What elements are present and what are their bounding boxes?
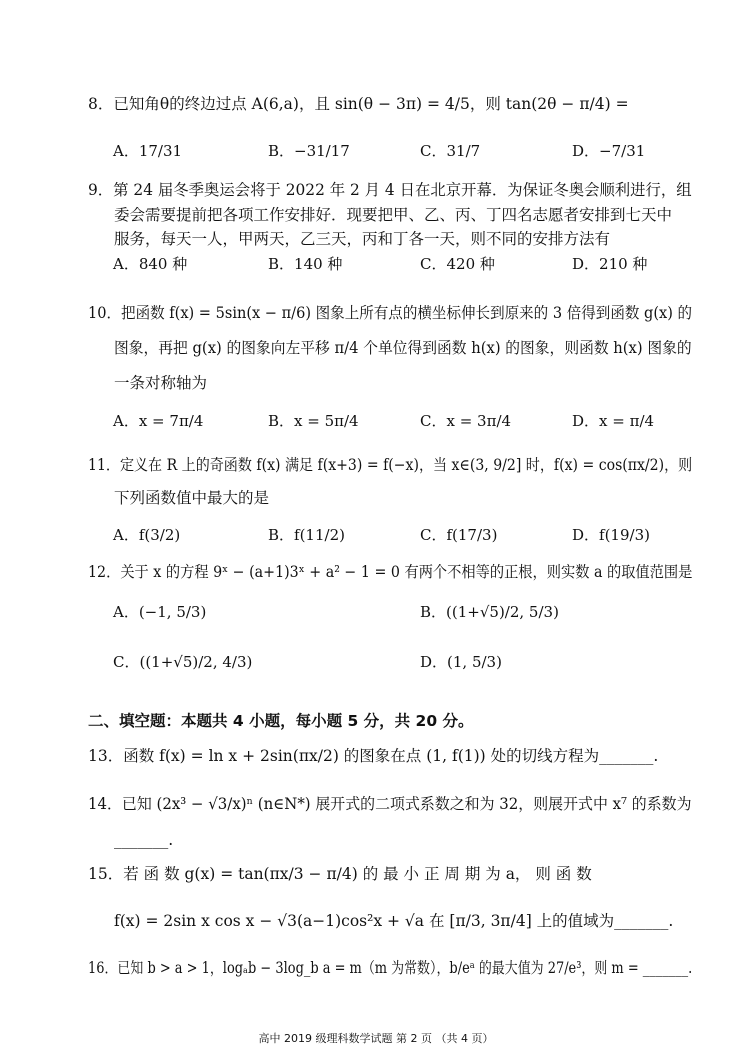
- question-8-option-b: B．−31/17: [268, 142, 350, 160]
- question-13-stem: 13．函数 f(x) = ln x + 2sin(πx/2) 的图象在点 (1, f(1)) 处的切线方程为_______.: [88, 747, 659, 765]
- question-11-option-a: A．f(3/2): [113, 526, 181, 544]
- section-2-heading: 二、填空题：本题共 4 小题，每小题 5 分，共 20 分。: [88, 712, 474, 730]
- question-11-option-d: D．f(19/3): [572, 526, 650, 544]
- question-8-option-d: D．−7/31: [572, 142, 646, 160]
- question-11-line-1: 11．定义在 R 上的奇函数 f(x) 满足 f(x+3) = f(−x)，当 x∈(3, 9/2] 时，f(x) = cos(πx/2)，则: [88, 456, 693, 474]
- question-10-option-c: C．x = 3π/4: [420, 412, 512, 430]
- question-10-option-a: A．x = 7π/4: [113, 412, 204, 430]
- question-11-option-c: C．f(17/3): [420, 526, 498, 544]
- question-12-stem: 12．关于 x 的方程 9ˣ − (a+1)3ˣ + a² − 1 = 0 有两个不相等的正根，则实数 a 的取值范围是: [88, 563, 693, 581]
- question-15-line-2: f(x) = 2sin x cos x − √3(a−1)cos²x + √a 在 [π/3, 3π/4] 上的值域为_______.: [114, 912, 674, 930]
- question-12-option-b: B．((1+√5)/2, 5/3): [420, 603, 559, 621]
- question-8-option-c: C．31/7: [420, 142, 481, 160]
- question-9-line-2: 委会需要提前把各项工作安排好．现要把甲、乙、丙、丁四名志愿者安排到七天中: [114, 206, 673, 224]
- question-12-option-c: C．((1+√5)/2, 4/3): [113, 653, 253, 671]
- question-14-line-2: _______.: [114, 831, 174, 849]
- question-10-option-b: B．x = 5π/4: [268, 412, 359, 430]
- question-12-option-a: A．(−1, 5/3): [113, 603, 207, 621]
- question-11-line-2: 下列函数值中最大的是: [114, 489, 270, 507]
- page-footer: 高中 2019 级理科数学试题 第 2 页 （共 4 页）: [258, 1032, 494, 1045]
- question-16-stem: 16．已知 b > a > 1，logₐb − 3log_b a = m（m 为常数），b/eᵃ 的最大值为 27/e³，则 m = _______.: [88, 959, 693, 977]
- question-10-line-2: 图象，再把 g(x) 的图象向左平移 π/4 个单位得到函数 h(x) 的图象，则函数 h(x) 图象的: [114, 339, 692, 357]
- question-14-line-1: 14．已知 (2x³ − √3/x)ⁿ (n∈N*) 展开式的二项式系数之和为 32，则展开式中 x⁷ 的系数为: [88, 795, 692, 813]
- question-10-option-d: D．x = π/4: [572, 412, 655, 430]
- question-9-option-b: B．140 种: [268, 255, 343, 273]
- question-10-line-3: 一条对称轴为: [114, 374, 208, 392]
- question-11-option-b: B．f(11/2): [268, 526, 345, 544]
- question-9-option-c: C．420 种: [420, 255, 495, 273]
- question-12-option-d: D．(1, 5/3): [420, 653, 502, 671]
- question-15-line-1: 15．若 函 数 g(x) = tan(πx/3 − π/4) 的 最 小 正 周 期 为 a， 则 函 数: [88, 865, 592, 883]
- question-10-line-1: 10．把函数 f(x) = 5sin(x − π/6) 图象上所有点的横坐标伸长到原来的 3 倍得到函数 g(x) 的: [88, 304, 693, 322]
- question-9-line-3: 服务，每天一人，甲两天，乙三天，丙和丁各一天，则不同的安排方法有: [114, 230, 611, 248]
- question-8-option-a: A．17/31: [113, 142, 183, 160]
- question-8-stem: 8．已知角θ的终边过点 A(6,a)，且 sin(θ − 3π) = 4/5，则 tan(2θ − π/4) =: [88, 95, 629, 113]
- question-9-option-d: D．210 种: [572, 255, 648, 273]
- question-9-line-1: 9．第 24 届冬季奥运会将于 2022 年 2 月 4 日在北京开幕．为保证冬奥会顺利进行，组: [88, 181, 692, 199]
- question-9-option-a: A．840 种: [113, 255, 188, 273]
